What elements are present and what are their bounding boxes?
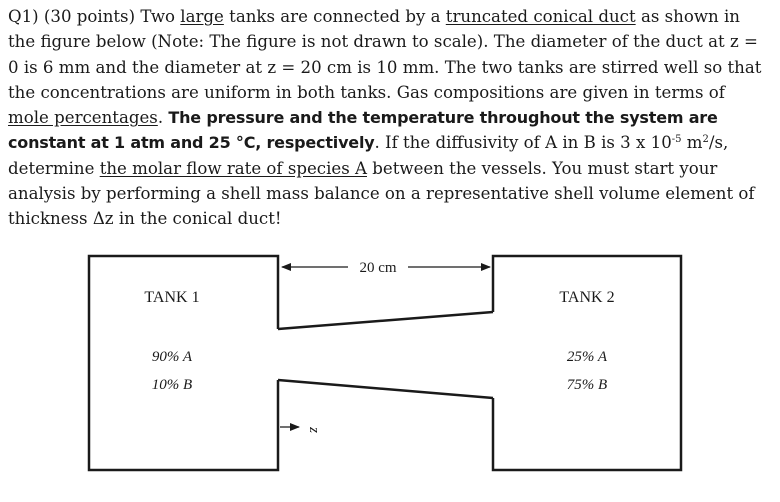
duct-length-label: 20 cm [359,260,397,276]
z-axis-label: z [306,427,322,433]
tank-1-composition-b: 10% B [151,377,193,393]
tank-2-composition-b: 75% B [566,377,608,393]
underlined-duct: truncated conical duct [445,7,636,26]
bold-conditions: The pressure and the temperature throughout the system are constant at 1 atm and 25 °C, respectively [8,108,718,153]
duct-upper-wall [278,312,493,329]
duct-lower-wall [278,380,493,398]
tank-2-label: TANK 2 [559,289,615,306]
underlined-mole-percentages: mole percentages [8,108,158,128]
tank-2-composition-a: 25% A [566,349,608,365]
question-text: Q1) (30 points) Two large tanks are connected by a truncated conical duct as shown in the figure below (Note: The figure is not drawn to scale). The diameter of the duct at z = 0 is 6 mm and the diameter at z = 20 cm is 10 mm. The two tanks are stirred well so that the concentrations are uniform in both tanks. Gas compositions are given in terms of mole percentages. The pressure and the temperature throughout the system are constant at 1 atm and 25 °C, respectively. If the diffusivity of A in B is 3 x $10^{-5}$ $m^2/s$, determine the molar flow rate of species A between the vessels. You must start your analysis by performing a shell mass balance on a representative shell volume element of thickness Δz in the conical duct! [8,7,762,229]
question-points: (30 points) [43,7,136,26]
tank-1-composition-a: 90% A [151,349,193,365]
question-number: Q1) [8,7,39,26]
underlined-large: large [180,7,224,26]
underlined-molar-flow: the molar flow rate of species A [99,158,367,178]
tank-1-label: TANK 1 [144,289,200,306]
